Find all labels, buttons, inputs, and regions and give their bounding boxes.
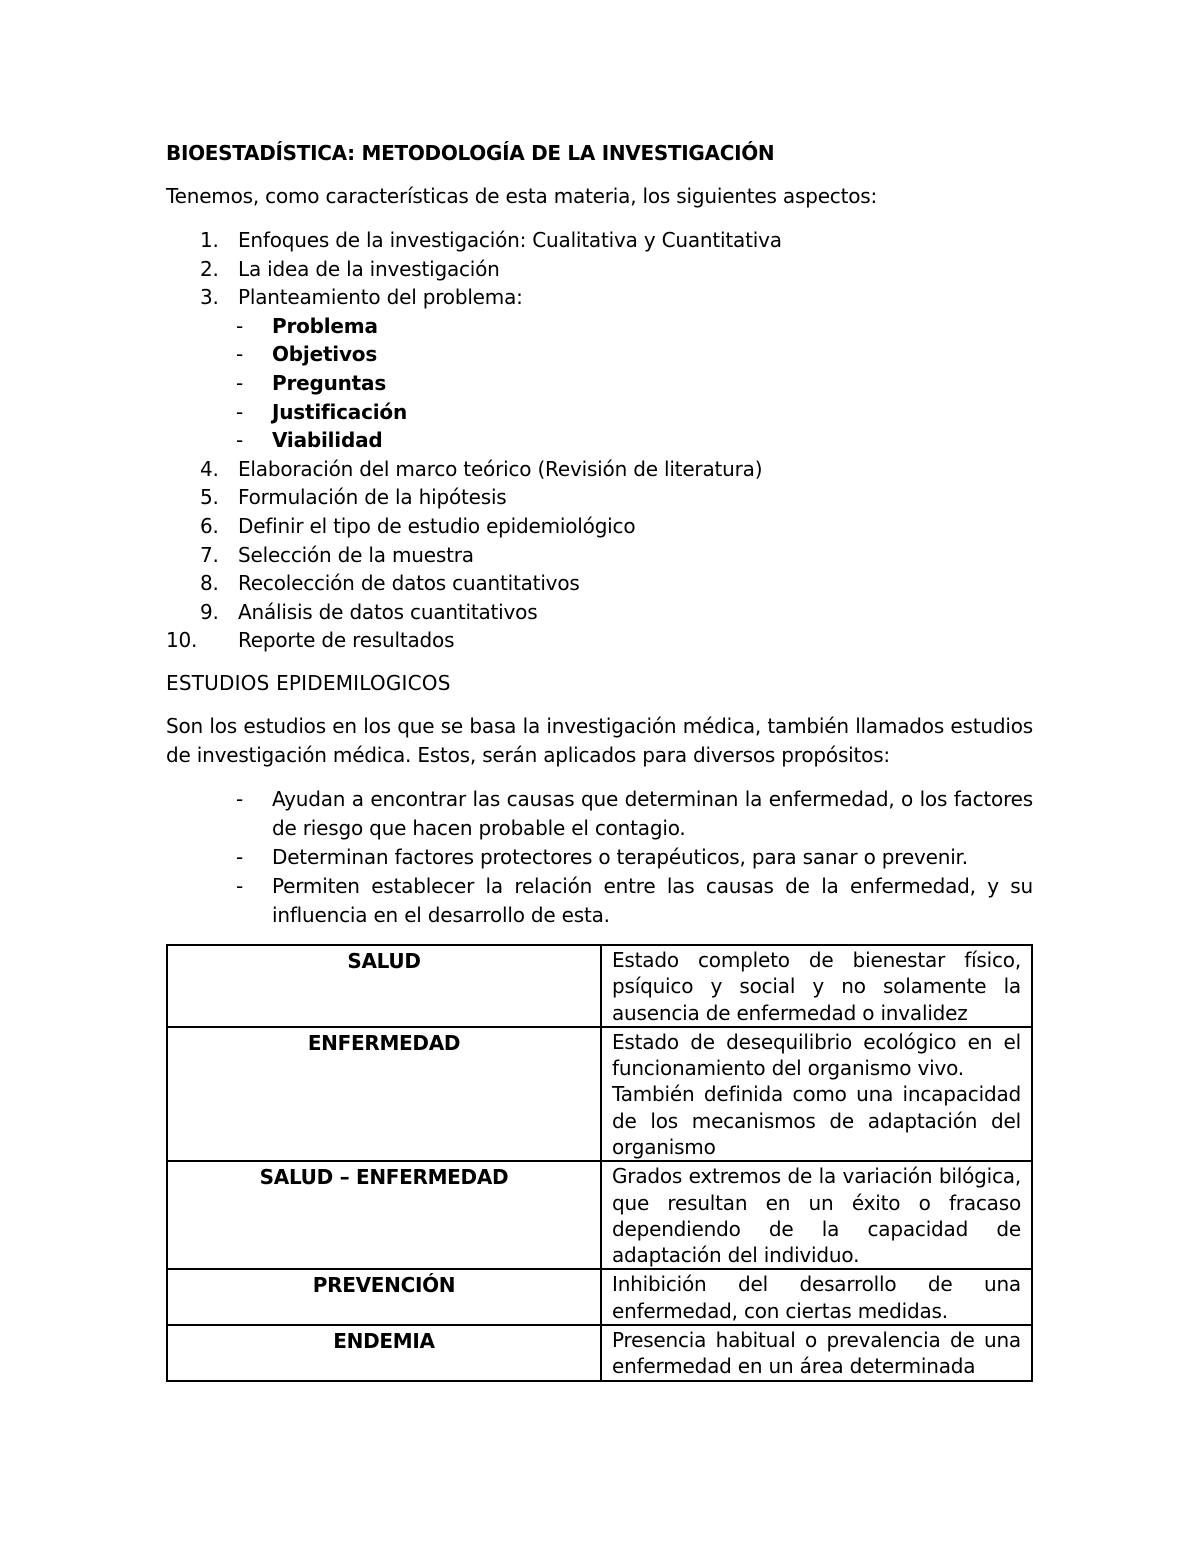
sublist-text: Justificación: [272, 399, 407, 424]
dash-bullet: -: [236, 342, 244, 367]
definition-cell: Estado completo de bienestar físico, psíquico y social y no solamente la ausencia de enfermedad o invalidez: [601, 945, 1032, 1027]
sublist-container: [166, 312, 1033, 455]
dash-bullet: -: [236, 428, 244, 453]
sublist-item: [166, 340, 1033, 369]
sublist-item: [166, 369, 1033, 398]
section-heading: ESTUDIOS EPIDEMILOGICOS: [166, 670, 451, 695]
definitions-table: [166, 944, 1033, 1382]
dash-bullet: -: [236, 370, 244, 395]
list-number: 2.: [200, 256, 219, 281]
list-text: Reporte de resultados: [238, 628, 455, 653]
list-item: [166, 626, 1033, 655]
list-number: 1.: [200, 228, 219, 252]
list-item: [166, 455, 1033, 484]
intro-paragraph: Tenemos, como características de esta materia, los siguientes aspectos:: [166, 184, 878, 208]
list-number: 7.: [200, 542, 219, 567]
table-row: [167, 1161, 1032, 1269]
list-number: 10.: [166, 628, 198, 653]
steps-list: [166, 226, 1033, 655]
list-text: Determinan factores protectores o terapéuticos, para sanar o prevenir.: [272, 844, 968, 869]
term-cell: PREVENCIÓN: [167, 1269, 601, 1325]
dash-bullet: -: [236, 873, 244, 898]
list-text: Recolección de datos cuantitativos: [238, 571, 580, 596]
dash-bullet: -: [236, 786, 244, 811]
list-number: 6.: [200, 513, 219, 538]
term-cell: SALUD: [167, 945, 601, 1027]
list-number: 4.: [200, 456, 219, 481]
list-item: [166, 598, 1033, 627]
list-item: [166, 512, 1033, 541]
list-item: [166, 569, 1033, 598]
list-item: [166, 483, 1033, 512]
sublist-text: Viabilidad: [272, 428, 383, 453]
list-text: Elaboración del marco teórico (Revisión de literatura): [238, 456, 763, 481]
definition-cell: [601, 1027, 1032, 1161]
list-text: Permiten establecer la relación entre las causas de la enfermedad, y su influencia en el desarrollo de esta.: [272, 873, 1033, 927]
term-cell: SALUD – ENFERMEDAD: [167, 1161, 601, 1269]
definition-cell: Presencia habitual o prevalencia de una enfermedad en un área determinada: [601, 1325, 1032, 1381]
dash-bullet: -: [236, 313, 244, 338]
term-cell: ENDEMIA: [167, 1325, 601, 1381]
list-item: [166, 872, 1033, 930]
table-row: [167, 945, 1032, 1027]
list-text: Enfoques de la investigación: Cualitativa y Cuantitativa: [238, 228, 782, 252]
document-content: [166, 138, 1033, 1382]
definition-cell: Grados extremos de la variación bilógica, que resultan en un éxito o fracaso dependiendo de la capacidad de adaptación del individuo.: [601, 1161, 1032, 1269]
sublist-text: Problema: [272, 313, 378, 338]
definition-extra-text: También definida como una incapacidad de los mecanismos de adaptación del organismo: [612, 1082, 1021, 1159]
document-title: BIOESTADÍSTICA: METODOLOGÍA DE LA INVESTIGACIÓN: [166, 141, 775, 165]
list-number: 9.: [200, 599, 219, 624]
list-item: [166, 226, 1033, 255]
sublist-text: Preguntas: [272, 370, 387, 395]
purposes-list: [166, 785, 1033, 930]
list-text: Selección de la muestra: [238, 542, 474, 567]
table-row: [167, 1325, 1032, 1381]
table-row: [167, 1027, 1032, 1161]
list-item: [166, 541, 1033, 570]
sublist-text: Objetivos: [272, 342, 378, 367]
term-cell: ENFERMEDAD: [167, 1027, 601, 1161]
table-row: [167, 1269, 1032, 1325]
sublist-item: [166, 398, 1033, 427]
list-number: 8.: [200, 571, 219, 596]
list-text: Definir el tipo de estudio epidemiológico: [238, 513, 636, 538]
list-number: 3.: [200, 285, 219, 310]
list-item: [166, 843, 1033, 872]
list-item: [166, 283, 1033, 312]
dash-bullet: -: [236, 399, 244, 424]
dash-bullet: -: [236, 844, 244, 869]
list-text: La idea de la investigación: [238, 256, 500, 281]
list-item: [166, 255, 1033, 284]
sublist-item: [166, 312, 1033, 341]
list-text: Análisis de datos cuantitativos: [238, 599, 538, 624]
list-text: Planteamiento del problema:: [238, 285, 523, 310]
sublist: [166, 312, 1033, 455]
section-paragraph: Son los estudios en los que se basa la investigación médica, también llamados estudios de investigación médica. Estos, serán aplicados para diversos propósitos:: [166, 713, 1033, 767]
list-text: Ayudan a encontrar las causas que determinan la enfermedad, o los factores de riesgo que hacen probable el contagio.: [272, 786, 1033, 840]
list-number: 5.: [200, 485, 219, 510]
definition-cell: Inhibición del desarrollo de una enfermedad, con ciertas medidas.: [601, 1269, 1032, 1325]
list-item: [166, 785, 1033, 843]
sublist-item: [166, 426, 1033, 455]
definition-text: Estado de desequilibrio ecológico en el funcionamiento del organismo vivo.: [612, 1029, 1021, 1081]
list-text: Formulación de la hipótesis: [238, 485, 507, 510]
